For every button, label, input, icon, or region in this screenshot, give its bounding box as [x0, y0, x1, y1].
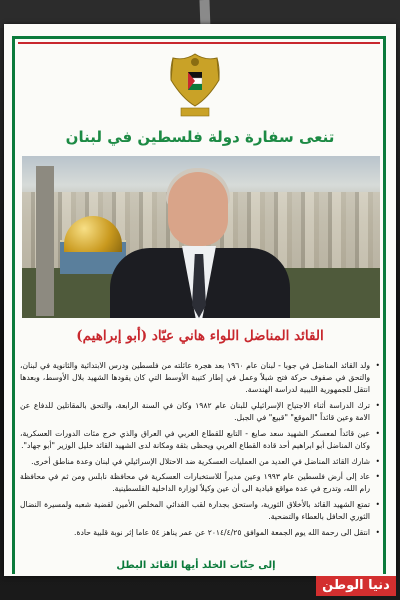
- poster-title: القائد المناضل اللواء هاني عيّاد (أبو إبراهيم): [76, 328, 324, 344]
- biography-paragraph: • انتقل الى رحمة الله يوم الجمعة الموافق ٢٠١٤/٤/٢٥ عن عمر يناهز ٥٤ عاما إثر نوبة قلبية حادة.: [20, 527, 380, 539]
- portrait-face: [168, 172, 228, 246]
- palestinian-eagle-emblem-icon: [167, 50, 223, 124]
- biography-text: [20, 360, 380, 542]
- biography-paragraph: • عاد إلى أرض فلسطين عام ١٩٩٣ وعين مديراً للاستخبارات العسكرية في محافظة نابلس ومن ثم في محافظة رام الله، وتدرج في عدة مواقع قيادية الى أن عين وكيلاً لوزارة الداخلية الفلسطينية.: [20, 471, 380, 495]
- site-watermark: دنيا الوطن: [316, 576, 396, 596]
- biography-paragraph: • عين قائداً لمعسكر الشهيد سعد صايغ - التابع للقطاع الغربي في العراق والذي خرج مئات الدورات العسكرية، وكان المناضل أبو ابراهيم أحد قادة القطاع الغربي ويحظى بثقة ومكانة لدى الشهيد القائد خليل الوزير "أبو جهاد".: [20, 428, 380, 452]
- closing-line: إلى جنّات الخلد أيها القائد البطل: [116, 560, 276, 571]
- pillars: [36, 166, 54, 316]
- portrait-photo: [22, 156, 380, 318]
- poster-header: تنعى سفارة دولة فلسطين في لبنان: [65, 128, 335, 146]
- biography-paragraph: • ولد القائد المناضل في جوبا - لبنان عام ١٩٦٠ بعد هجرة عائلته من فلسطين ودرس الابتدائية والثانوية في لبنان، والتحق في صفوف حركة فتح شبلاً وعمل في إطار كتيبة الأوسط التي كان يقودها الشهيد بلال الأوسط، وبعدها انتقل للجمهورية الليبية لدراسة الهندسة.: [20, 360, 380, 397]
- obituary-poster: [4, 24, 396, 576]
- biography-paragraph: • ترك الدراسة أثناء الاجتياح الإسرائيلي للبنان عام ١٩٨٢ وكان في السنة الرابعة، والتحق بالمقاتلين للدفاع عن الامة وعين قائداً "الموقع" "قبيع" في الجبل.: [20, 400, 380, 424]
- biography-paragraph: • تمتع الشهيد القائد بالأخلاق الثورية، واستحق بجدارة لقب الفدائي المخلص الأمين لقضية شعبه ولمسيرة النضال الثوري الحافل بالعطاء والتضحية.: [20, 499, 380, 523]
- biography-paragraph: • شارك القائد المناضل في العديد من العمليات العسكرية ضد الاحتلال الإسرائيلي في لبنان وعدة مناطق أخرى.: [20, 456, 380, 468]
